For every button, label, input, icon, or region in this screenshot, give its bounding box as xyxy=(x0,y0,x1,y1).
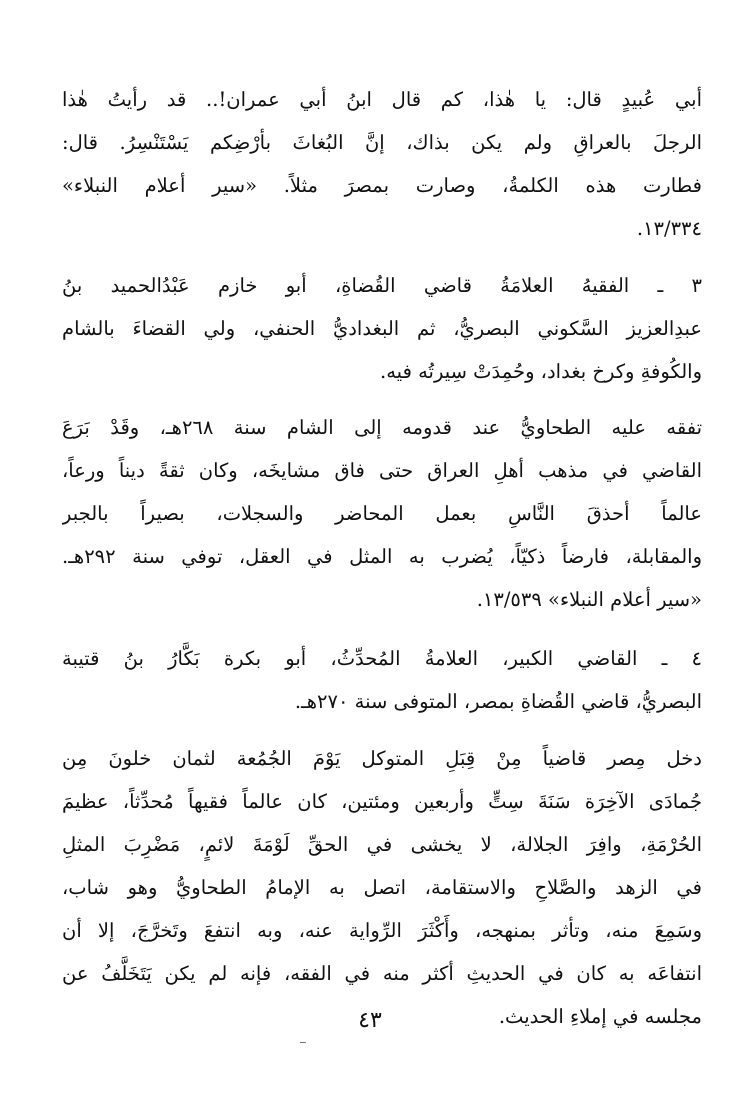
text-line: الحُرْمَةِ، وافِرَ الجلالة، لا يخشى في الحقِّ لَوْمَةَ لائمٍ، مَضْرِبَ المثلِ xyxy=(62,833,702,856)
text-line: البصريُّ، قاضي القُضاةِ بمصر، المتوفى سنة ٢٧٠هـ. xyxy=(294,690,702,713)
paragraph-1 xyxy=(62,78,702,250)
text-line: والكُوفةِ وكرخ بغداد، وحُمِدَتْ سِيرتُه فيه. xyxy=(380,360,702,383)
paragraph-spacer xyxy=(62,393,702,406)
scan-mark xyxy=(300,1042,306,1043)
text-line: القاضي في مذهب أهلِ العراق حتى فاق مشايخَه، وكان ثقةً ديناً ورعاً، xyxy=(62,459,702,482)
paragraph-spacer xyxy=(62,621,702,637)
text-line: دخل مِصر قاضياً مِنْ قِبَلِ المتوكل يَوْمَ الجُمُعة لثمان خلونَ مِن xyxy=(62,747,702,770)
text-line: انتفاعَه به كان في الحديثِ أكثر منه في الفقه، فإنه لم يكن يَتَخَلَّفُ عن xyxy=(62,962,702,985)
text-line: ١٣/٣٣٤. xyxy=(636,217,702,240)
document-page xyxy=(62,78,702,1038)
text-line: ٤ ـ القاضي الكبير، العلامةُ المُحدِّثُ، أبو بكرة بَكَّارُ بنُ قتيبة xyxy=(62,647,702,670)
paragraph-spacer xyxy=(62,723,702,737)
text-line: عبدِالعزيز السَّكوني البصريُّ، ثم البغداديُّ الحنفي، ولي القضاءَ بالشام xyxy=(62,317,702,340)
paragraph-2 xyxy=(62,264,702,393)
paragraph-3 xyxy=(62,406,702,621)
page-number: ٤٣ xyxy=(358,1008,382,1033)
text-line: تفقه عليه الطحاويُّ عند قدومه إلى الشام سنة ٢٦٨هـ، وقَدْ بَرَعَ xyxy=(62,416,702,439)
text-line: «سير أعلام النبلاء» ١٣/٥٣٩. xyxy=(476,588,702,611)
paragraph-5 xyxy=(62,737,702,1038)
text-line: أبي عُبيدٍ قال: يا هٰذا، كم قال ابنُ أبي عمران!.. قد رأيتُ هٰذا xyxy=(62,88,702,111)
text-line: جُمادَى الآخِرَة سَنَةَ سِتٍّ وأربعين ومئتين، كان عالماً فقيهاً مُحدِّثاً، عظيمَ xyxy=(62,790,702,813)
text-line: في الزهد والصَّلاحِ والاستقامة، اتصل به الإمامُ الطحاويُّ وهو شاب، xyxy=(62,876,702,899)
text-line: فطارت هذه الكلمةُ، وصارت بمصرَ مثلاً. «سير أعلام النبلاء» xyxy=(62,174,702,197)
paragraph-spacer xyxy=(62,250,702,264)
text-line: وسَمِعَ منه، وتأثر بمنهجه، وأَكْثَرَ الرِّواية عنه، وبه انتفعَ وتَخرَّجَ، إلا أن xyxy=(62,919,702,942)
text-line: عالماً أحذقَ النَّاسِ بعمل المحاضر والسجلات، بصيراً بالجبر xyxy=(62,502,702,525)
text-line: ٣ ـ الفقيهُ العلامَةُ قاضي القُضاةِ، أبو خازم عَبْدُالحميد بنُ xyxy=(62,274,702,297)
text-line: مجلسه في إملاءِ الحديث. xyxy=(498,1005,702,1028)
text-line: والمقابلة، فارضاً ذكيّاً، يُضرب به المثل في العقل، توفي سنة ٢٩٢هـ. xyxy=(62,545,702,568)
text-line: الرجلَ بالعراقِ ولم يكن بذاك، إنَّ البُغاثَ بأرْضِكم يَسْتَنْسِرُ. قال: xyxy=(62,131,702,154)
paragraph-4 xyxy=(62,637,702,723)
